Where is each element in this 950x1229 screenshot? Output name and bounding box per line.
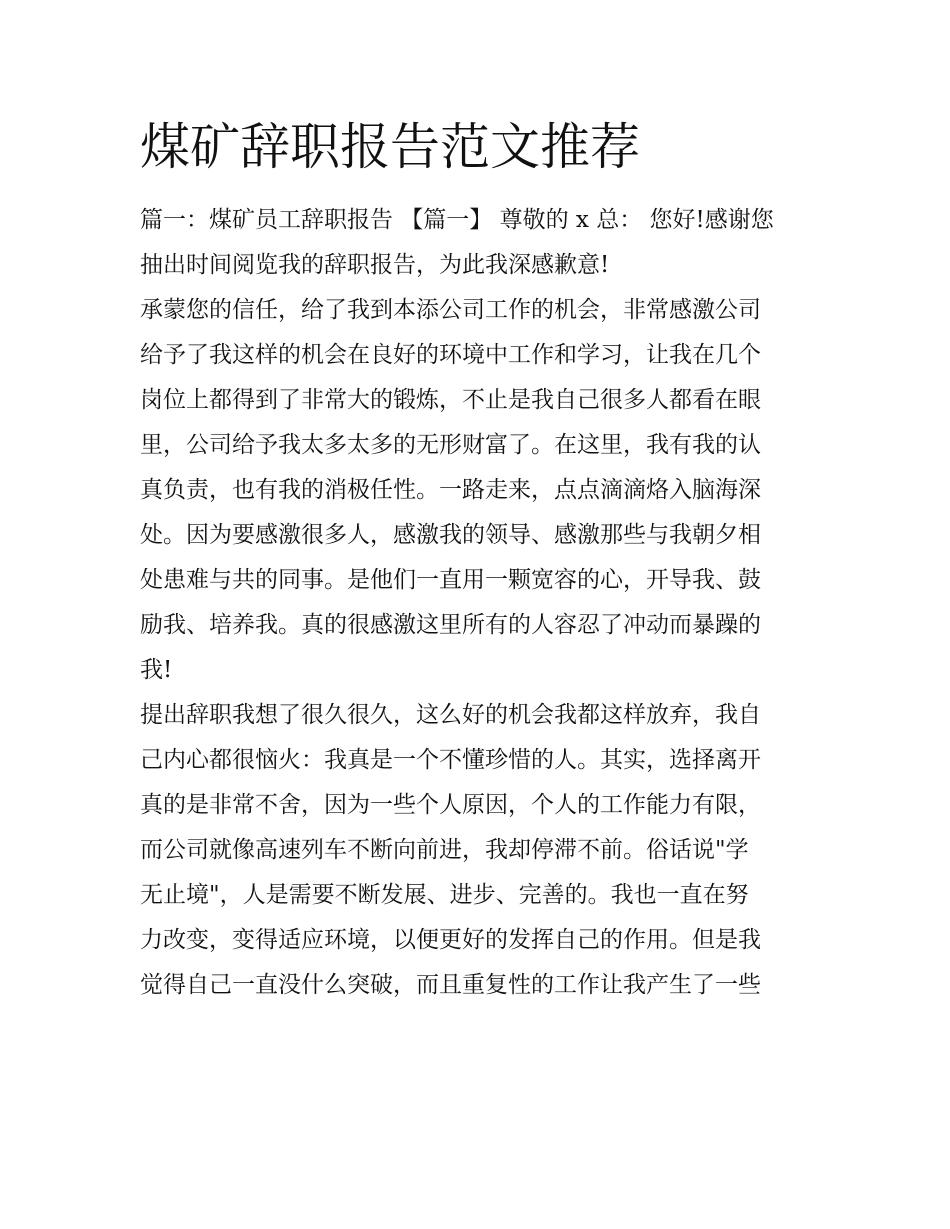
text-line: 篇一：煤矿员工辞职报告 【篇一】 尊敬的 x 总： 您好!感谢您 bbox=[140, 207, 774, 233]
text-line: 真负责，也有我的消极任性。一路走来，点点滴滴烙入脑海深 bbox=[140, 477, 761, 503]
text-line: 岗位上都得到了非常大的锻炼，不止是我自己很多人都看在眼 bbox=[140, 387, 761, 413]
text-line: 真的是非常不舍，因为一些个人原因，个人的工作能力有限， bbox=[140, 792, 761, 818]
text-line: 励我、培养我。真的很感激这里所有的人容忍了冲动而暴躁的 bbox=[140, 612, 761, 638]
text-line: 提出辞职我想了很久很久，这么好的机会我都这样放弃，我自 bbox=[140, 702, 761, 728]
document-title: 煤矿辞职报告范文推荐 bbox=[140, 118, 640, 176]
text-line: 里，公司给予我太多太多的无形财富了。在这里，我有我的认 bbox=[140, 432, 761, 458]
text-line: 承蒙您的信任，给了我到本添公司工作的机会，非常感激公司 bbox=[140, 297, 761, 323]
text-line: 处。因为要感激很多人，感激我的领导、感激那些与我朝夕相 bbox=[140, 522, 761, 548]
text-line: 无止境"，人是需要不断发展、进步、完善的。我也一直在努 bbox=[140, 882, 749, 908]
text-line: 给予了我这样的机会在良好的环境中工作和学习，让我在几个 bbox=[140, 342, 761, 368]
text-line: 己内心都很恼火：我真是一个不懂珍惜的人。其实，选择离开 bbox=[140, 747, 761, 773]
text-line: 而公司就像高速列车不断向前进，我却停滞不前。俗话说"学 bbox=[140, 837, 749, 863]
text-line: 力改变，变得适应环境，以便更好的发挥自己的作用。但是我 bbox=[140, 927, 761, 953]
document-content bbox=[140, 112, 812, 1008]
paragraph-2 bbox=[140, 288, 812, 693]
text-line: 处患难与共的同事。是他们一直用一颗宽容的心，开导我、鼓 bbox=[140, 567, 761, 593]
text-line: 抽出时间阅览我的辞职报告，为此我深感歉意! bbox=[140, 252, 610, 278]
paragraph-3 bbox=[140, 693, 812, 1008]
text-line: 我! bbox=[140, 657, 173, 683]
text-line: 觉得自己一直没什么突破，而且重复性的工作让我产生了一些 bbox=[140, 972, 761, 998]
paragraph-1 bbox=[140, 198, 812, 288]
